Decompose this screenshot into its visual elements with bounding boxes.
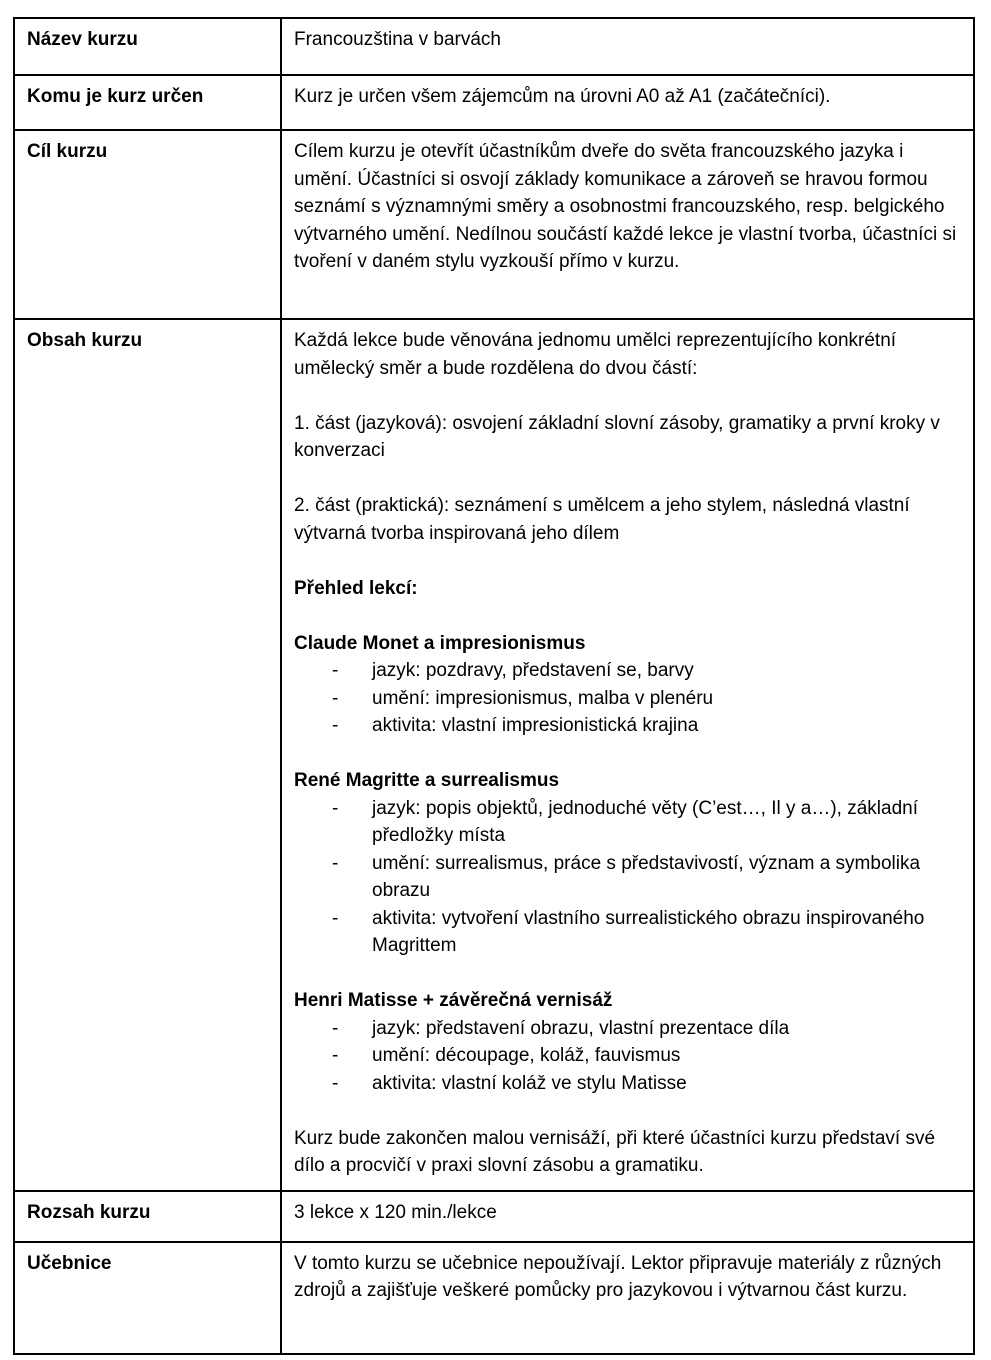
list-item: [294, 795, 959, 850]
bullet-list: [294, 1015, 959, 1098]
list-item: [294, 1042, 959, 1070]
row-content-cell: [281, 1191, 974, 1242]
paragraph: 1. část (jazyková): osvojení základní slovní zásoby, gramatiky a první kroky v konverzaci: [294, 412, 940, 461]
paragraph-gap: [294, 465, 959, 493]
bullet-marker: -: [332, 1017, 339, 1039]
list-item: [294, 712, 959, 740]
row-label-cell: [14, 18, 281, 75]
list-item-text: umění: surrealismus, práce s představivostí, význam a symbolika obrazu: [372, 852, 921, 901]
bullet-marker: -: [332, 660, 339, 681]
table-row: [14, 1242, 974, 1354]
row-label: Rozsah kurzu: [27, 1201, 151, 1223]
row-content-cell: [281, 319, 974, 1191]
row-label: Učebnice: [27, 1252, 112, 1274]
section-heading: René Magritte a surrealismus: [294, 770, 560, 791]
row-content-cell: [281, 18, 974, 75]
paragraph-gap: [294, 602, 959, 630]
paragraph-gap: [294, 1097, 959, 1125]
list-item: [294, 905, 959, 960]
list-item: [294, 657, 959, 685]
bullet-marker: -: [332, 852, 339, 874]
row-label: Název kurzu: [27, 29, 138, 50]
course-info-table: [13, 17, 975, 1355]
paragraph-gap: [294, 740, 959, 768]
paragraph: Kurz je určen všem zájemcům na úrovni A0 až A1 (začátečníci).: [294, 86, 831, 107]
list-item-text: aktivita: vlastní impresionistická krajina: [372, 715, 699, 736]
bullet-marker: -: [332, 1045, 339, 1066]
paragraph-gap: [294, 960, 959, 988]
paragraph: 2. část (praktická): seznámení s umělcem a jeho stylem, následná vlastní výtvarná tvorba inspirovaná jeho dílem: [294, 495, 910, 544]
paragraph-gap: [294, 382, 959, 410]
bullet-marker: -: [332, 687, 339, 709]
row-label: Obsah kurzu: [27, 330, 143, 351]
paragraph: V tomto kurzu se učebnice nepoužívají. Lektor připravuje materiály z různých zdrojů a zajišťuje veškeré pomůcky pro jazykovou i výtvarnou část kurzu.: [294, 1252, 942, 1301]
section-heading: Přehled lekcí:: [294, 577, 418, 599]
paragraph: 3 lekce x 120 min./lekce: [294, 1201, 497, 1223]
row-content-cell: [281, 130, 974, 319]
list-item-text: jazyk: představení obrazu, vlastní prezentace díla: [372, 1017, 790, 1039]
paragraph: Cílem kurzu je otevřít účastníkům dveře do světa francouzského jazyka i umění. Účastníci si osvojí základy komunikace a zároveň se hravou formou seznámí s významnými směry a osobnostmi francouzského, resp. belgického výtvarného umění. Nedílnou součástí každé lekce je vlastní tvorba, účastníci si tvoření v daném stylu vyzkouší přímo v kurzu.: [294, 141, 957, 272]
list-item-text: aktivita: vytvoření vlastního surrealistického obrazu inspirovaného Magrittem: [372, 907, 925, 956]
list-item: [294, 1015, 959, 1043]
table-row: [14, 75, 974, 130]
row-label: Cíl kurzu: [27, 141, 108, 162]
paragraph-gap: [294, 547, 959, 575]
paragraph: Každá lekce bude věnována jednomu umělci reprezentujícího konkrétní umělecký směr a bude rozdělena do dvou částí:: [294, 330, 897, 379]
list-item: [294, 850, 959, 905]
row-label-cell: [14, 130, 281, 319]
course-table-body: [14, 18, 974, 1354]
row-label: Komu je kurz určen: [27, 86, 204, 107]
table-row: [14, 1191, 974, 1242]
list-item-text: umění: découpage, koláž, fauvismus: [372, 1045, 681, 1066]
list-item: [294, 685, 959, 713]
table-row: [14, 319, 974, 1191]
row-label-cell: [14, 319, 281, 1191]
section-heading: Claude Monet a impresionismus: [294, 632, 586, 654]
paragraph: Francouzština v barvách: [294, 29, 501, 50]
list-item: [294, 1070, 959, 1098]
section-heading: Henri Matisse + závěrečná vernisáž: [294, 990, 613, 1011]
row-content-cell: [281, 75, 974, 130]
list-item-text: umění: impresionismus, malba v plenéru: [372, 687, 714, 709]
bullet-list: [294, 657, 959, 740]
table-row: [14, 18, 974, 75]
bullet-marker: -: [332, 715, 339, 736]
row-label-cell: [14, 1191, 281, 1242]
bullet-list: [294, 795, 959, 960]
row-content-cell: [281, 1242, 974, 1354]
list-item-text: aktivita: vlastní koláž ve stylu Matisse: [372, 1072, 687, 1094]
row-label-cell: [14, 1242, 281, 1354]
bullet-marker: -: [332, 797, 339, 819]
paragraph: Kurz bude zakončen malou vernisáží, při které účastníci kurzu představí své dílo a procvičí v praxi slovní zásobu a gramatiku.: [294, 1127, 936, 1176]
row-label-cell: [14, 75, 281, 130]
table-row: [14, 130, 974, 319]
list-item-text: jazyk: pozdravy, představení se, barvy: [372, 660, 694, 681]
bullet-marker: -: [332, 907, 339, 929]
bullet-marker: -: [332, 1072, 339, 1094]
list-item-text: jazyk: popis objektů, jednoduché věty (C’est…, Il y a…), základní předložky místa: [372, 797, 918, 846]
